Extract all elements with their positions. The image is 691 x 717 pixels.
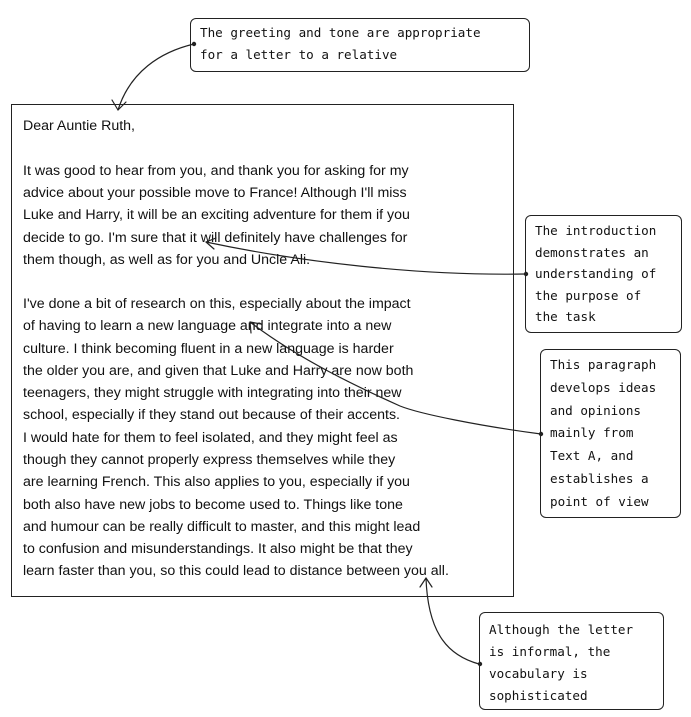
annotation-line: vocabulary is [489, 666, 588, 681]
annotation-line: the purpose of [535, 287, 642, 303]
letter-text-line: teenagers, they might struggle with integrating into their new [23, 385, 402, 401]
letter-text-line: of having to learn a new language and integrate into a new [23, 318, 392, 334]
letter-text-line: and humour can be really difficult to master, and this might lead [23, 519, 421, 535]
letter-text-line: I've done a bit of research on this, especially about the impact [23, 296, 411, 312]
arrow-vocabulary [426, 578, 479, 664]
connector-dot [524, 272, 528, 276]
letter-text-line: the older you are, and given that Luke and Harry are now both [23, 363, 414, 379]
letter-text-line: It was good to hear from you, and thank you for asking for my [23, 163, 409, 179]
arrow-greeting [118, 44, 194, 110]
annotation-line: develops ideas [550, 379, 657, 395]
letter-text-line: school, especially if they stand out because of their accents. [23, 407, 400, 423]
arrow-paragraph [250, 322, 541, 434]
letter-text-line: I would hate for them to feel isolated, and they might feel as [23, 430, 398, 446]
letter-text-line: though they cannot properly express themselves while they [23, 452, 396, 468]
annotation-line: and opinions [550, 402, 641, 418]
letter-text-line: both also have new jobs to become used to. Things like tone [23, 497, 403, 513]
annotation-line: establishes a [550, 470, 649, 486]
annotation-line: understanding of [535, 266, 657, 281]
annotation-line: for a letter to a relative [200, 47, 398, 62]
annotation-line: Text A, and [550, 448, 634, 464]
annotation-line: demonstrates an [535, 244, 649, 260]
annotation-line: mainly from [550, 425, 634, 441]
connector-dot [539, 432, 543, 436]
annotation-line: Although the letter [489, 622, 634, 637]
annotation-line: is informal, the [489, 644, 611, 659]
annotation-line: The greeting and tone are appropriate [200, 25, 481, 40]
letter-text-line: culture. I think becoming fluent in a new language is harder [23, 341, 394, 357]
annotation-line: This paragraph [550, 357, 657, 372]
letter-text-line: advice about your possible move to France! Although I'll miss [23, 185, 407, 201]
letter-text-line: decide to go. I'm sure that it will definitely have challenges for [23, 230, 408, 246]
letter-text-line: them though, as well as for you and Uncle Ali. [23, 252, 311, 268]
annotation-line: The introduction [535, 223, 657, 238]
arrowhead-icon [112, 100, 126, 110]
annotation-line: the task [535, 309, 596, 324]
letter-text-line: Luke and Harry, it will be an exciting adventure for them if you [23, 207, 410, 223]
annotation-line: point of view [550, 493, 649, 509]
connector-dot [192, 42, 196, 46]
letter-text-line: are learning French. This also applies to you, especially if you [23, 474, 410, 490]
letter-text-line: to confusion and misunderstandings. It also might be that they [23, 541, 413, 557]
arrow-introduction [206, 242, 525, 274]
letter-text-line: learn faster than you, so this could lead to distance between you all. [23, 563, 449, 579]
letter-greeting: Dear Auntie Ruth, [23, 118, 135, 134]
connector-dot [478, 662, 482, 666]
annotation-line: sophisticated [489, 688, 588, 703]
